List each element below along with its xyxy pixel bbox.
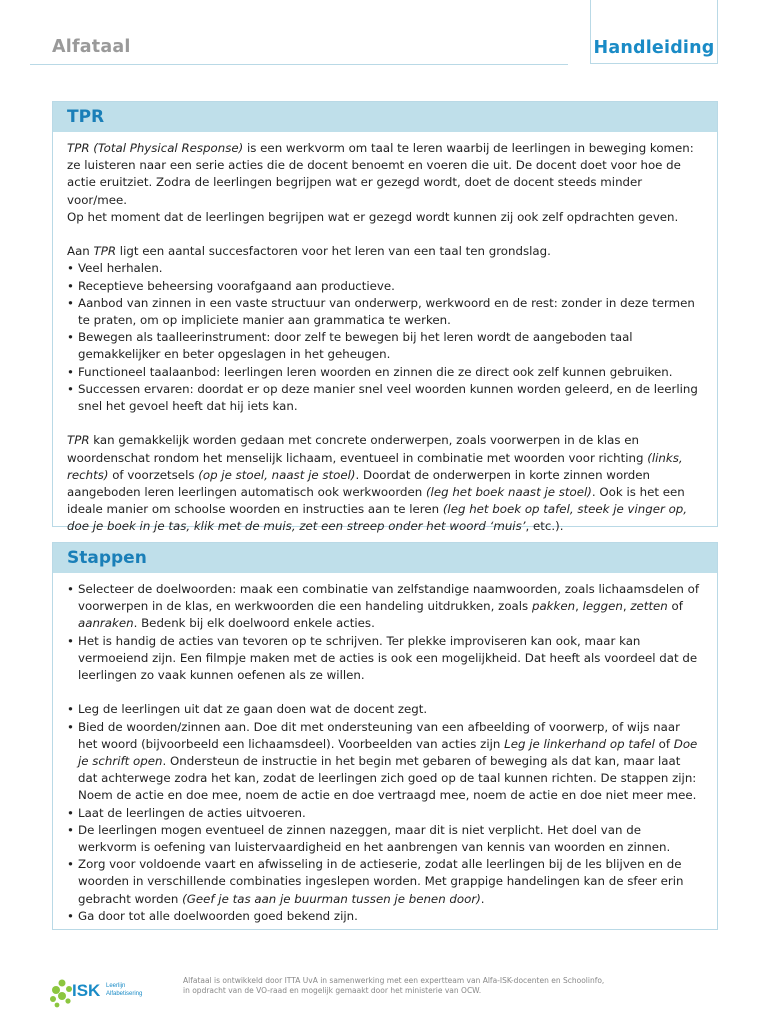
footer-line-1: Alfataal is ontwikkeld door ITTA UvA in samenwerking met een expertteam van Alfa-ISK-docenten en Schoolinfo, [183, 976, 605, 985]
tpr-section-title: TPR [67, 107, 105, 127]
document-type-title: Handleiding [593, 38, 715, 58]
list-item: • Leg de leerlingen uit dat ze gaan doen wat de docent zegt. [67, 701, 703, 718]
preparation-steps-list [67, 581, 703, 684]
list-item: • Aanbod van zinnen in een vaste structuur van onderwerp, werkwoord en de rest: zonder in deze termen te praten, om op impliciete manier aan grammatica te werken. [67, 295, 703, 329]
steps-section-title: Stappen [67, 548, 147, 568]
tpr-intro: TPR (Total Physical Response) is een werkvorm om taal te leren waarbij de leerlingen in beweging komen: ze luisteren naar een serie acties die de docent benoemt en voeren die uit. De docent doet voor hoe de actie eruitziet. Zodra de leerlingen begrijpen wat er gezegd wordt, doet de docent steeds minder voor/mee. [67, 141, 694, 207]
list-item: • Selecteer de doelwoorden: maak een combinatie van zelfstandige naamwoorden, zoals lichaamsdelen of voorwerpen in de klas, en werkwoorden die een handeling uitdrukken, zoals pakken, leggen, zetten of aanraken. Bedenk bij elk doelwoord enkele acties. [67, 581, 703, 633]
isk-logo [48, 974, 168, 1008]
success-factors-list [67, 260, 703, 415]
document-series-title: Alfataal [52, 37, 131, 57]
list-item: • Ga door tot alle doelwoorden goed bekend zijn. [67, 908, 703, 925]
list-item: • Bied de woorden/zinnen aan. Doe dit met ondersteuning van een afbeelding of voorwerp, of wijs naar het woord (bijvoorbeeld een lichaamsdeel). Voorbeelden van acties zijn Leg je linkerhand op tafel of Doe je schrift open. Ondersteun de instructie in het begin met gebaren of beweging als dat kan, maar laat dat achterwege zodra het kan, zodat de leerlingen zich goed op de taal kunnen richten. De stappen zijn: Noem de actie en doe mee, noem de actie en doe vertraagd mee, noem de actie en doe niet meer mee. [67, 719, 703, 805]
list-item: • Bewegen als taalleerinstrument: door zelf te bewegen bij het leren wordt de aangeboden taal gemakkelijker en beter opgeslagen in het geheugen. [67, 329, 703, 363]
list-item: • Receptieve beheersing voorafgaand aan productieve. [67, 278, 703, 295]
tpr-intro-2: Op het moment dat de leerlingen begrijpen wat er gezegd wordt kunnen zij ook zelf opdrachten geven. [67, 209, 679, 224]
footer-credits [183, 976, 743, 996]
list-item: • Het is handig de acties van tevoren op te schrijven. Ter plekke improviseren kan ook, maar kan vermoeiend zijn. Een filmpje maken met de acties is ook een mogelijkheid. Dat heeft als voordeel dat de leerlingen zo vaak kunnen oefenen als ze willen. [67, 633, 703, 685]
list-item: • Successen ervaren: doordat er op deze manier snel veel woorden kunnen worden geleerd, en de leerling snel het gevoel heeft dat hij iets kan. [67, 381, 703, 415]
list-item: • Functioneel taalaanbod: leerlingen leren woorden en zinnen die ze direct ook zelf kunnen gebruiken. [67, 364, 703, 381]
tpr-factors-intro: Aan TPR ligt een aantal succesfactoren voor het leren van een taal ten grondslag. [67, 244, 551, 259]
list-item: • Zorg voor voldoende vaart en afwisseling in de actieserie, zodat alle leerlingen bij de les blijven en de woorden in verschillende combinaties ingeslepen worden. Met grappige handelingen kan de sfeer erin gebracht worden (Geef je tas aan je buurman tussen je benen door). [67, 856, 703, 908]
list-item: • Veel herhalen. [67, 260, 703, 277]
footer-line-2: in opdracht van de VO-raad en mogelijk gemaakt door het ministerie van OCW. [183, 986, 482, 995]
logo-text: ISK [72, 981, 101, 1000]
list-item: • Laat de leerlingen de acties uitvoeren. [67, 805, 703, 822]
header-divider [30, 64, 568, 65]
tpr-section-header [53, 102, 717, 132]
tpr-closing: TPR kan gemakkelijk worden gedaan met concrete onderwerpen, zoals voorwerpen in de klas en woordenschat rondom het menselijk lichaam, eventueel in combinatie met woorden voor richting (links, rechts) of voorzetsels (op je stoel, naast je stoel). Doordat de onderwerpen in korte zinnen worden aangeboden leren leerlingen automatisch ook werkwoorden (leg het boek naast je stoel). Ook is het een ideale manier om schoolse woorden en instructies aan te leren (leg het boek op tafel, steek je vinger op, doe je boek in je tas, klik met de muis, zet een streep onder het woord ‘muis’, etc.). [67, 433, 688, 534]
logo-subtitle-2: Alfabetisering [106, 991, 143, 997]
tpr-section [52, 101, 718, 534]
lesson-steps-list [67, 701, 703, 925]
logo-subtitle-1: Leerlijn [106, 983, 126, 989]
steps-section [52, 542, 718, 930]
list-item: • De leerlingen mogen eventueel de zinnen nazeggen, maar dit is niet verplicht. Het doel van de werkvorm is oefening van luistervaardigheid en het aanbrengen van kennis van woorden en zinnen. [67, 822, 703, 856]
steps-section-header [53, 543, 717, 573]
